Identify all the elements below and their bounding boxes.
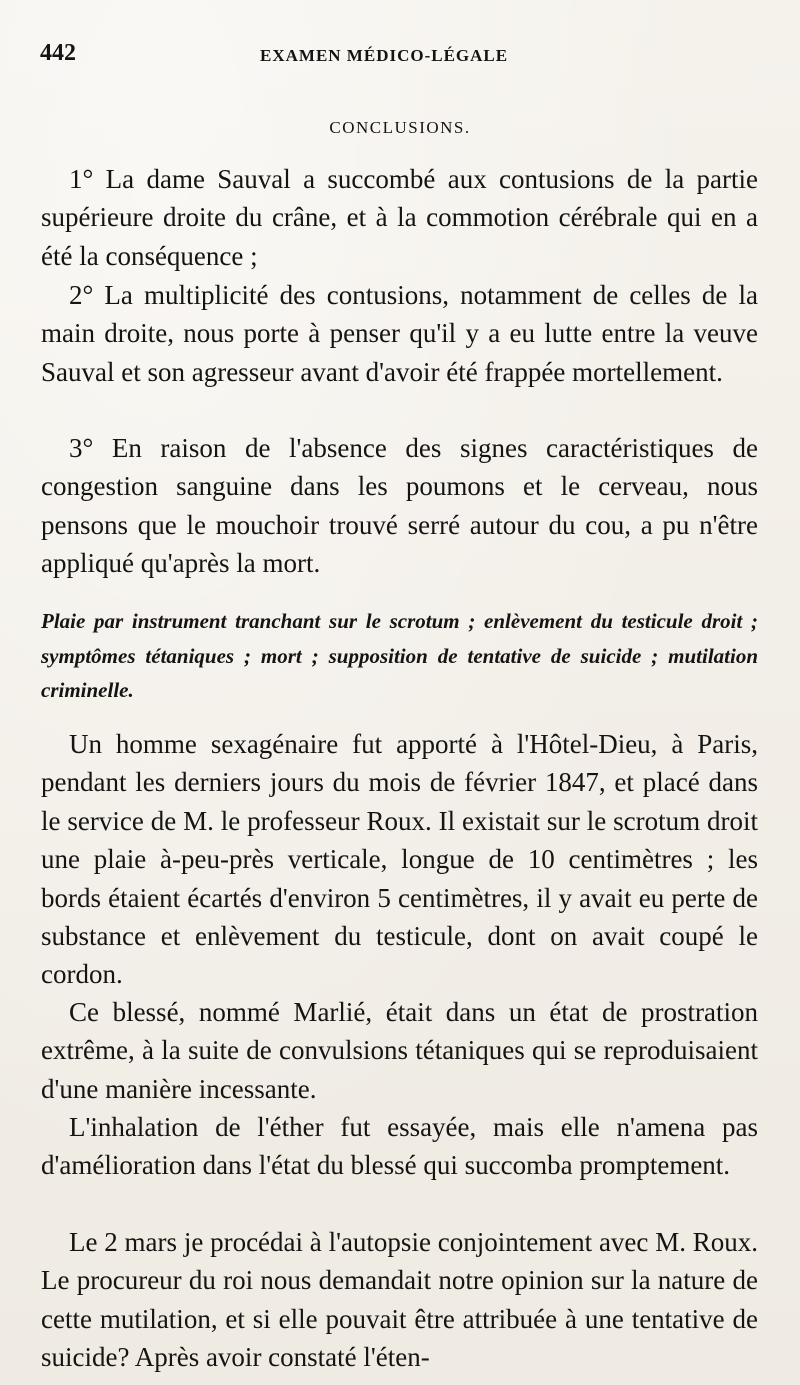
case-paragraph-3: L'inhalation de l'éther fut essayée, mais elle n'amena pas d'amélioration dans l'état du blessé qui succomba promptement. <box>41 1112 758 1181</box>
running-head: EXAMEN MÉDICO-LÉGALE <box>260 46 509 65</box>
conclusion-3: 3° En raison de l'absence des signes caractéristiques de congestion sanguine dans les poumons et le cerveau, nous pensons que le mouchoir trouvé serré autour du cou, a pu n'être appliqué qu'après la mort. <box>41 433 758 579</box>
conclusion-2: 2° La multiplicité des contusions, notamment de celles de la main droite, nous porte à penser qu'il y a eu lutte entre la veuve Sauval et son agresseur avant d'avoir été frappée mortellement. <box>41 280 758 387</box>
conclusion-1: 1° La dame Sauval a succombé aux contusions de la partie supérieure droite du crâne, et à la commotion cérébrale qui en a été la conséquence ; <box>41 164 758 271</box>
case-paragraph-1: Un homme sexagénaire fut apporté à l'Hôtel-Dieu, à Paris, pendant les derniers jours du mois de février 1847, et placé dans le service de M. le professeur Roux. Il existait sur le scrotum droit une plaie à-peu-près verticale, longue de 10 centimètres ; les bords étaient écartés d'environ 5 centimètres, il y avait eu perte de substance et enlèvement du testicule, dont on avait coupé le cordon. <box>41 729 758 990</box>
section-title: CONCLUSIONS. <box>329 118 471 137</box>
page-number: 442 <box>40 40 76 66</box>
case-paragraph-2: Ce blessé, nommé Marlié, était dans un état de prostration extrême, à la suite de convulsions tétaniques qui se reproduisaient d'une manière incessante. <box>41 997 758 1104</box>
case-subheading: Plaie par instrument tranchant sur le scrotum ; enlèvement du testicule droit ; symptômes tétaniques ; mort ; supposition de tentative de suicide ; mutilation criminelle. <box>41 609 758 702</box>
page-header <box>40 40 760 70</box>
case-paragraph-4: Le 2 mars je procédai à l'autopsie conjointement avec M. Roux. Le procureur du roi nous demandait notre opinion sur la nature de cette mutilation, et si elle pouvait être attribuée à une tentative de suicide? Après avoir constaté l'éten- <box>41 1227 758 1373</box>
